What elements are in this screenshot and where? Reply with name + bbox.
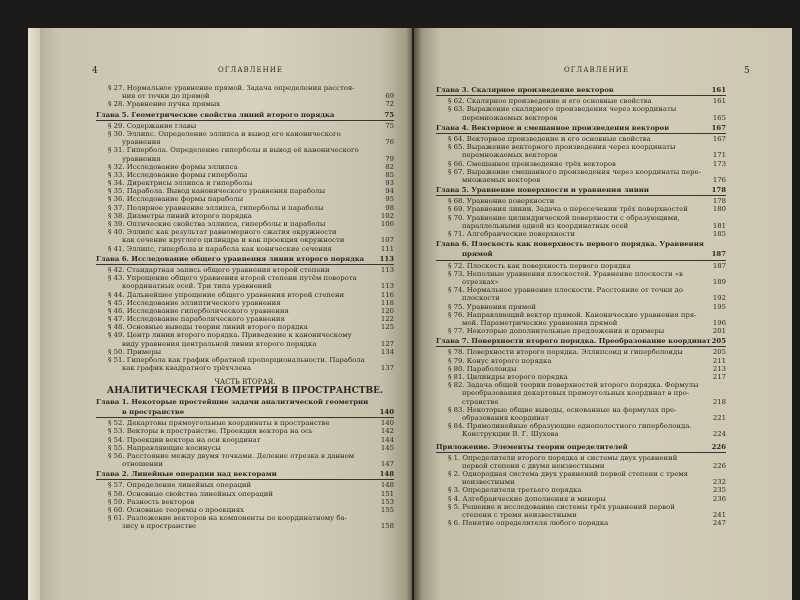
toc-entry (96, 236, 394, 244)
entry-page-number: 201 (712, 327, 726, 336)
entry-page-number: 189 (712, 277, 726, 286)
entry-title: § 76. Направляющий вектор прямой. Канонические уравнения пря- (448, 310, 697, 319)
entry-page-number: 106 (380, 220, 394, 228)
entry-page-number: 75 (385, 121, 394, 130)
entry-page-number: 161 (711, 86, 726, 94)
toc-entry (96, 364, 394, 372)
annex-heading (436, 443, 726, 451)
entry-title: § 77. Некоторые дополнительные предложения и примеры (448, 327, 665, 336)
entry-title: § 33. Исследование формы гиперболы (108, 170, 248, 179)
entry-page-number: 147 (380, 460, 394, 469)
divider (436, 346, 726, 347)
toc-entry (436, 357, 726, 365)
entry-title: § 80. Параболоиды (448, 364, 517, 373)
entry-title: первой степени с двумя неизвестными (462, 461, 605, 470)
toc-entry (96, 171, 394, 179)
open-book (28, 28, 792, 600)
toc-entry (436, 406, 726, 414)
entry-title: § 44. Дальнейшее упрощение общего уравнения второй степени (108, 290, 345, 299)
entry-title: § 68. Уравнение поверхности (448, 197, 555, 206)
entry-title: § 57. Определение линейных операций (108, 481, 252, 490)
toc-entry (436, 270, 726, 278)
toc-entry (436, 168, 726, 176)
toc-entry (96, 163, 394, 171)
toc-entry (96, 481, 394, 489)
toc-entry (96, 460, 394, 468)
entry-title: § 59. Разность векторов (108, 497, 195, 506)
entry-page-number: 165 (712, 113, 726, 122)
entry-title: § 27. Нормальное уравнение прямой. Задача определения расстоя- (108, 84, 355, 92)
entry-title: неизвестными (462, 478, 515, 487)
toc-entry (96, 274, 394, 282)
toc-entry (436, 478, 726, 486)
entry-title: § 60. Основные теоремы о проекциях (108, 506, 244, 515)
entry-page-number: 94 (385, 187, 394, 196)
entry-title: как сечение круглого цилиндра и как проекция окружности (122, 236, 345, 245)
toc-entry (436, 311, 726, 319)
entry-page-number: 171 (712, 151, 726, 160)
entry-title: зису в пространстве (122, 522, 197, 531)
toc-entry (96, 427, 394, 435)
entry-title: прямой (462, 250, 493, 259)
divider (96, 417, 394, 418)
entry-title: странстве (462, 397, 499, 406)
right-page (414, 28, 792, 600)
toc-entry (96, 408, 394, 416)
entry-title: § 54. Проекции вектора на оси координат (108, 435, 261, 444)
entry-title: Глава 7. Поверхности второго порядка. Преобразование координат (436, 337, 711, 346)
toc-entry (436, 454, 726, 462)
entry-page-number: 113 (380, 282, 394, 291)
toc-entry (96, 522, 394, 530)
toc-entry (96, 299, 394, 307)
entry-page-number: 155 (380, 506, 394, 515)
entry-title: § 70. Уравнение цилиндрической поверхности с образующими, (448, 213, 680, 222)
toc-entry (96, 138, 394, 146)
toc-entry (436, 262, 726, 270)
entry-title: § 34. Директрисы эллипса и гиперболы (108, 179, 253, 188)
entry-page-number: 218 (712, 397, 726, 406)
entry-title: § 81. Цилиндры второго порядка (448, 373, 568, 381)
toc-entry (436, 114, 726, 122)
toc-entry (96, 245, 394, 253)
toc-entry (436, 389, 726, 397)
toc-entry (436, 222, 726, 230)
toc-entry (96, 419, 394, 427)
entry-page-number: 95 (385, 195, 394, 204)
entry-title: § 42. Стандартная запись общего уравнения второй степени (108, 265, 330, 274)
toc-entry (96, 130, 394, 138)
entry-title: § 51. Гипербола как график обратной пропорциональности. Парабола (108, 356, 365, 364)
toc-entry (96, 212, 394, 220)
entry-title: § 47. Исследование параболического уравнения (108, 315, 285, 324)
toc-entry (96, 228, 394, 236)
entry-page-number: 137 (380, 364, 394, 373)
toc-entry (436, 398, 726, 406)
entry-page-number: 140 (379, 407, 394, 416)
entry-page-number: 195 (712, 302, 726, 311)
entry-title: Глава 3. Скалярное произведение векторов (436, 86, 614, 94)
toc-entry (436, 135, 726, 143)
entry-page-number: 178 (711, 186, 726, 195)
entry-page-number: 236 (712, 494, 726, 503)
entry-page-number: 151 (380, 489, 394, 498)
entry-title: Глава 5. Геометрические свойства линий второго порядка (96, 110, 335, 119)
toc-entry (436, 105, 726, 113)
entry-page-number: 75 (384, 110, 394, 119)
toc-entry (96, 220, 394, 228)
entry-title: § 4. Алгебраические дополнения и миноры (448, 494, 606, 503)
entry-page-number: 82 (385, 162, 394, 171)
entry-title: перемножаемых векторов (462, 113, 558, 122)
entry-title: преобразования декартовых прямоугольных координат в про- (462, 389, 690, 398)
entry-page-number: 116 (380, 290, 394, 299)
entry-page-number: 111 (380, 244, 394, 253)
left-running-head: ОГЛАВЛЕНИЕ (218, 66, 283, 74)
entry-title: Глава 5. Уравнение поверхности и уравнения линии (436, 186, 650, 195)
toc-entry (436, 462, 726, 470)
chapter-entry (436, 124, 726, 132)
entry-title: как график квадратного трёхчлена (122, 364, 251, 373)
entry-title: параллельными одной из координатных осей (462, 221, 629, 230)
left-toc-rows-2 (96, 398, 394, 531)
entry-page-number: 161 (712, 97, 726, 106)
toc-entry (96, 92, 394, 100)
entry-page-number: 98 (385, 203, 394, 212)
entry-title: § 40. Эллипс как результат равномерного сжатия окружности (108, 228, 337, 237)
right-page-number: 5 (744, 66, 750, 76)
chapter-entry (96, 255, 394, 263)
entry-page-number: 69 (385, 92, 394, 101)
entry-page-number: 72 (385, 100, 394, 109)
entry-title: § 56. Расстояние между двумя точками. Деление отрезка в данном (108, 451, 355, 460)
entry-title: ния от точки до прямой (122, 92, 210, 101)
toc-entry (436, 430, 726, 438)
entry-page-number: 79 (385, 154, 394, 163)
toc-entry (96, 266, 394, 274)
entry-page-number: 226 (712, 461, 726, 470)
entry-title: § 43. Упрощение общего уравнения второй степени путём поворота (108, 274, 357, 283)
entry-page-number: 213 (712, 364, 726, 373)
entry-title: § 45. Исследование эллиптического уравнения (108, 298, 281, 307)
entry-page-number: 93 (385, 179, 394, 188)
entry-page-number: 153 (380, 497, 394, 506)
entry-title: § 6. Понятие определителя любого порядка (448, 519, 609, 528)
toc-entry (436, 160, 726, 168)
entry-title: § 79. Конус второго порядка (448, 356, 552, 365)
entry-page-number: 107 (380, 236, 394, 245)
toc-entry (96, 506, 394, 514)
toc-entry (436, 97, 726, 105)
entry-page-number: 142 (380, 427, 394, 436)
entry-title: § 74. Нормальное уравнение плоскости. Расстояние от точки до (448, 286, 683, 295)
toc-entry (436, 176, 726, 184)
toc-entry (436, 503, 726, 511)
toc-entry (96, 282, 394, 290)
toc-entry (436, 303, 726, 311)
entry-title: § 41. Эллипс, гипербола и парабола как конические сечения (108, 244, 332, 253)
toc-entry (436, 373, 726, 381)
entry-title: § 63. Выражение скалярного произведения через координаты (448, 105, 677, 114)
entry-title: § 50. Примеры (108, 347, 162, 356)
chapter-entry (96, 398, 394, 406)
toc-entry (96, 307, 394, 315)
entry-title: Глава 6. Плоскость как поверхность первого порядка. Уравнения (436, 240, 704, 249)
entry-title: § 49. Центр линии второго порядка. Приведение к каноническому (108, 331, 352, 340)
entry-title: § 73. Неполные уравнения плоскостей. Уравнение плоскости «в (448, 269, 683, 278)
toc-entry (436, 470, 726, 478)
toc-entry (96, 187, 394, 195)
entry-title: § 69. Уравнения линии. Задача о пересечении трёх поверхностей (448, 205, 688, 214)
annex-page: 226 (711, 442, 726, 451)
toc-entry (436, 197, 726, 205)
entry-title: § 53. Векторы в пространстве. Проекции вектора на ось (108, 427, 313, 436)
toc-entry (436, 511, 726, 519)
entry-title: мой. Параметрические уравнения прямой (462, 318, 618, 327)
entry-title: § 72. Плоскость как поверхность первого порядка (448, 261, 631, 270)
entry-title: § 2. Однородная система двух уравнений первой степени с тремя (448, 470, 689, 479)
entry-title: плоскости (462, 294, 500, 303)
entry-page-number: 217 (712, 373, 726, 381)
left-page-number: 4 (92, 66, 98, 76)
entry-page-number: 158 (380, 522, 394, 531)
entry-title: § 64. Векторное произведение и его основные свойства (448, 134, 651, 143)
entry-title: Конструкции В. Г. Шухова (462, 430, 559, 439)
toc-entry (96, 146, 394, 154)
page-edge (28, 28, 40, 600)
entry-page-number: 187 (712, 261, 726, 270)
toc-entry (96, 514, 394, 522)
divider (96, 479, 394, 480)
toc-entry (436, 214, 726, 222)
entry-title: уравнения (122, 154, 161, 163)
entry-page-number: 134 (380, 347, 394, 356)
entry-title: уравнения (122, 138, 161, 147)
entry-title: координатных осей. Три типа уравнений (122, 282, 272, 291)
toc-entry (436, 286, 726, 294)
toc-entry (96, 498, 394, 506)
toc-entry (436, 486, 726, 494)
chapter-entry (436, 337, 726, 345)
entry-page-number: 241 (712, 511, 726, 519)
entry-page-number: 178 (712, 197, 726, 206)
entry-page-number: 167 (712, 134, 726, 143)
toc-entry (436, 151, 726, 159)
entry-page-number: 221 (712, 413, 726, 422)
toc-entry (96, 490, 394, 498)
toc-entry (96, 331, 394, 339)
toc-entry (436, 365, 726, 373)
entry-title: перемножаемых векторов (462, 151, 558, 160)
entry-title: § 71. Алгебраические поверхности (448, 230, 575, 238)
entry-title: отрезках» (462, 277, 499, 286)
divider (436, 452, 726, 453)
entry-page-number: 167 (711, 123, 726, 132)
entry-page-number: 205 (711, 337, 726, 346)
entry-title: Глава 1. Некоторые простейшие задачи аналитической геометрии (96, 397, 369, 406)
toc-entry (96, 155, 394, 163)
entry-page-number: 176 (712, 175, 726, 184)
right-toc-rows (436, 86, 726, 439)
entry-page-number: 211 (712, 356, 726, 365)
entry-page-number: 145 (380, 443, 394, 452)
right-running-head: ОГЛАВЛЕНИЕ (564, 66, 629, 74)
divider (436, 95, 726, 96)
entry-page-number: 181 (712, 221, 726, 230)
entry-title: § 75. Уравнения прямой (448, 302, 537, 311)
entry-title: § 67. Выражение смешанного произведения через координаты пере- (448, 167, 701, 176)
entry-page-number: 127 (380, 339, 394, 348)
entry-title: виду уравнения центральной линии второго порядка (122, 339, 317, 348)
book-gutter (406, 28, 422, 600)
toc-entry (96, 100, 394, 108)
toc-entry (96, 436, 394, 444)
entry-page-number: 173 (712, 159, 726, 168)
chapter-entry (436, 240, 726, 248)
entry-page-number: 235 (712, 486, 726, 495)
entry-page-number: 118 (380, 298, 394, 307)
entry-title: § 29. Содержание главы (108, 121, 197, 130)
entry-page-number: 122 (380, 315, 394, 324)
entry-page-number: 144 (380, 435, 394, 444)
entry-page-number: 102 (380, 211, 394, 220)
entry-title: степени с тремя неизвестными (462, 511, 577, 519)
divider (96, 120, 394, 121)
entry-page-number: 113 (379, 254, 394, 263)
entry-page-number: 125 (380, 323, 394, 332)
toc-entry (436, 143, 726, 151)
entry-title: § 82. Задача общей теории поверхностей второго порядка. Формулы (448, 381, 699, 390)
entry-page-number: 196 (712, 318, 726, 327)
entry-title: Глава 6. Исследование общего уравнения линии второго порядка (96, 254, 365, 263)
toc-entry (436, 230, 726, 238)
divider (96, 264, 394, 265)
toc-entry (96, 444, 394, 452)
entry-title: § 78. Поверхности второго порядка. Эллипсоид и гиперболоиды (448, 348, 683, 357)
entry-page-number: 76 (385, 138, 394, 147)
entry-title: § 28. Уравнение пучка прямых (108, 100, 221, 109)
divider (436, 260, 726, 261)
entry-title: § 62. Скалярное произведение и его основные свойства (448, 97, 652, 106)
entry-title: § 32. Исследование формы эллипса (108, 162, 238, 171)
right-toc (436, 84, 726, 527)
toc-entry (436, 495, 726, 503)
toc-entry (436, 250, 726, 258)
annex-title: Приложение. Элементы теории определителей (436, 442, 628, 451)
toc-entry (96, 195, 394, 203)
toc-entry (436, 319, 726, 327)
divider (436, 195, 726, 196)
entry-title: § 66. Смешанное произведение трёх векторов (448, 159, 616, 168)
entry-title: отношении (122, 460, 163, 469)
entry-page-number: 180 (712, 205, 726, 214)
toc-entry (96, 348, 394, 356)
toc-entry (436, 327, 726, 335)
entry-title: § 46. Исследование гиперболического уравнения (108, 306, 289, 315)
entry-page-number: 247 (712, 519, 726, 528)
entry-title: § 3. Определители третьего порядка (448, 486, 582, 495)
toc-entry (436, 422, 726, 430)
toc-entry (436, 278, 726, 286)
part-label: ЧАСТЬ ВТОРАЯ. (214, 378, 276, 387)
entry-title: § 37. Полярное уравнение эллипса, гиперболы и параболы (108, 203, 324, 212)
entry-title: в пространстве (122, 407, 185, 416)
entry-page-number: 148 (380, 481, 394, 490)
left-page (28, 28, 412, 600)
entry-title: образования координат (462, 413, 549, 422)
toc-entry (436, 519, 726, 527)
toc-entry (96, 204, 394, 212)
entry-page-number: 85 (385, 170, 394, 179)
entry-title: § 58. Основные свойства линейных операций (108, 489, 273, 498)
chapter-entry (436, 86, 726, 94)
right-toc-rows-2 (436, 454, 726, 528)
entry-page-number: 140 (380, 419, 394, 428)
entry-title: § 48. Основные выводы теории линий второго порядка (108, 323, 308, 332)
entry-page-number: 113 (380, 265, 394, 274)
part-title: АНАЛИТИЧЕСКАЯ ГЕОМЕТРИЯ В ПРОСТРАНСТВЕ. (106, 385, 384, 396)
entry-title: § 61. Разложение векторов на компоненты по координатному ба- (108, 514, 347, 523)
left-toc-rows (96, 84, 394, 372)
toc-entry (436, 205, 726, 213)
toc-entry (96, 291, 394, 299)
entry-page-number: 187 (711, 250, 726, 259)
entry-title: § 36. Исследование формы параболы (108, 195, 244, 204)
toc-entry (96, 84, 394, 92)
chapter-entry (96, 111, 394, 119)
entry-title: § 84. Прямолинейные образующие однополостного гиперболоида. (448, 422, 692, 431)
entry-page-number: 148 (379, 470, 394, 479)
entry-page-number: 192 (712, 294, 726, 303)
entry-title: множаемых векторов (462, 175, 541, 184)
entry-title: § 35. Парабола. Вывод канонического уравнения параболы (108, 187, 326, 196)
entry-title: § 38. Диаметры линий второго порядка (108, 211, 252, 220)
entry-title: § 30. Эллипс. Определение эллипса и вывод его канонического (108, 129, 341, 138)
entry-title: § 52. Декартовы прямоугольные координаты в пространстве (108, 419, 330, 428)
entry-title: Глава 2. Линейные операции над векторами (96, 470, 277, 479)
entry-title: § 31. Гипербола. Определение гиперболы и вывод её канонического (108, 146, 359, 155)
divider (436, 133, 726, 134)
entry-title: § 5. Решение и исследование системы трёх уравнений первой (448, 502, 675, 511)
entry-page-number: 185 (712, 230, 726, 238)
toc-entry (436, 381, 726, 389)
toc-entry (436, 348, 726, 356)
entry-title: § 55. Направляющие косинусы (108, 443, 221, 452)
entry-title: § 1. Определители второго порядка и системы двух уравнений (448, 453, 678, 462)
chapter-entry (436, 186, 726, 194)
toc-entry (96, 179, 394, 187)
entry-page-number: 224 (712, 430, 726, 439)
entry-page-number: 205 (712, 348, 726, 357)
toc-entry (436, 294, 726, 302)
entry-page-number: 232 (712, 478, 726, 487)
toc-entry (436, 414, 726, 422)
toc-entry (96, 122, 394, 130)
entry-page-number: 120 (380, 306, 394, 315)
toc-entry (96, 356, 394, 364)
entry-title: Глава 4. Векторное и смешанное произведения векторов (436, 123, 669, 132)
toc-entry (96, 323, 394, 331)
entry-title: § 39. Оптические свойства эллипса, гиперболы и параболы (108, 220, 326, 228)
entry-title: § 83. Некоторые общие выводы, основанные на формулах пре- (448, 405, 677, 414)
toc-entry (96, 315, 394, 323)
left-toc (96, 84, 394, 531)
chapter-entry (96, 470, 394, 478)
entry-title: § 65. Выражение векторного произведения через координаты (448, 143, 676, 152)
toc-entry (96, 452, 394, 460)
toc-entry (96, 340, 394, 348)
